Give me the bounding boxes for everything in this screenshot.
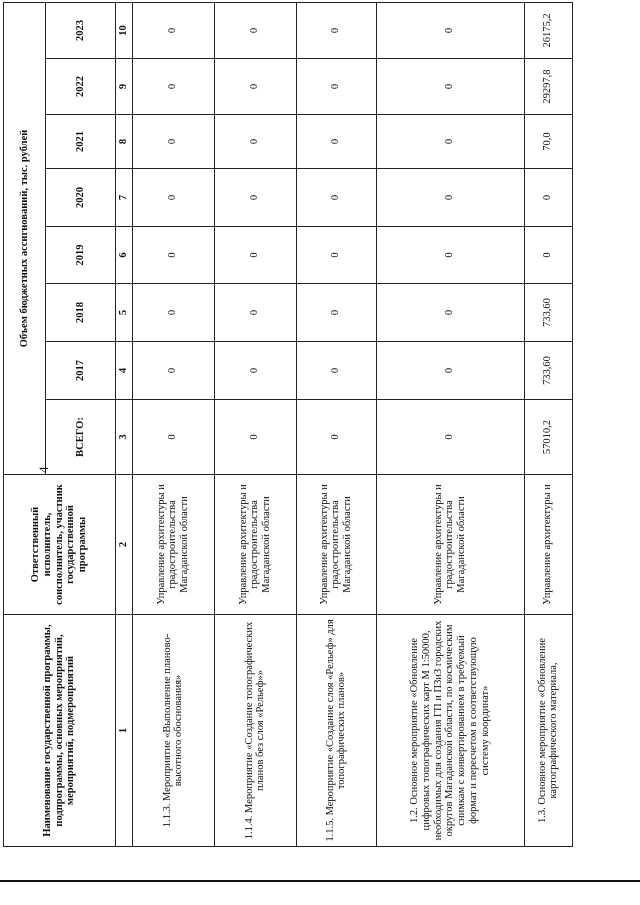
budget-table <box>3 2 573 847</box>
page-number: 4 <box>36 466 51 473</box>
header-year: 2021 <box>46 115 116 169</box>
row-value: 0 <box>132 342 214 400</box>
row-value: 0 <box>132 115 214 169</box>
table-row <box>214 2 296 846</box>
row-executor: Управление архитектуры и градостроительства Магаданской области <box>296 475 376 615</box>
row-value: 0 <box>214 169 296 227</box>
column-number: 8 <box>116 115 133 169</box>
row-name: 1.1.3. Мероприятие «Выполнение планово-высотного обоснования» <box>132 615 214 847</box>
row-value: 0 <box>214 227 296 284</box>
row-value: 0 <box>376 115 524 169</box>
row-value: 0 <box>214 2 296 58</box>
row-value: 0 <box>214 342 296 400</box>
column-number: 7 <box>116 169 133 227</box>
row-value: 0 <box>132 400 214 475</box>
column-number: 9 <box>116 59 133 115</box>
row-name: 1.1.4. Мероприятие «Создание топографических планов без слоя «Рельеф»» <box>214 615 296 847</box>
row-value: 0 <box>296 227 376 284</box>
header-year: 2023 <box>46 2 116 58</box>
column-number: 10 <box>116 2 133 58</box>
header-year: 2018 <box>46 284 116 342</box>
row-value: 0 <box>132 284 214 342</box>
row-value: 0 <box>376 2 524 58</box>
header-total: ВСЕГО: <box>46 400 116 475</box>
row-value: 0 <box>132 227 214 284</box>
row-value: 0 <box>214 400 296 475</box>
row-executor: Управление архитектуры и градостроительства Магаданской области <box>376 475 524 615</box>
row-value: 733,60 <box>524 342 572 400</box>
row-value: 26175,2 <box>524 2 572 58</box>
table-row <box>376 2 524 846</box>
row-value: 0 <box>376 59 524 115</box>
row-value: 0 <box>132 59 214 115</box>
column-number: 6 <box>116 227 133 284</box>
row-value: 57010,2 <box>524 400 572 475</box>
header-year: 2017 <box>46 342 116 400</box>
row-name: 1.3. Основное мероприятие «Обновление картографического материала, <box>524 615 572 847</box>
row-value: 0 <box>214 284 296 342</box>
row-value: 0 <box>214 59 296 115</box>
row-value: 0 <box>132 169 214 227</box>
page-bottom-rule <box>0 880 640 882</box>
row-value: 0 <box>376 284 524 342</box>
row-value: 0 <box>376 227 524 284</box>
row-value: 29297,8 <box>524 59 572 115</box>
header-year: 2019 <box>46 227 116 284</box>
row-value: 0 <box>296 169 376 227</box>
header-year: 2022 <box>46 59 116 115</box>
row-value: 0 <box>376 169 524 227</box>
row-value: 0 <box>376 342 524 400</box>
column-number: 4 <box>116 342 133 400</box>
row-value: 0 <box>376 400 524 475</box>
row-executor: Управление архитектуры и <box>524 475 572 615</box>
header-name: Наименование государственной программы, подпрограммы, основных мероприятий, мероприятий, подмероприятий <box>4 615 116 847</box>
row-value: 0 <box>296 400 376 475</box>
header-executor: Ответственный исполнитель, соисполнитель, участник государственной программы <box>4 475 116 615</box>
row-executor: Управление архитектуры и градостроительства Магаданской области <box>132 475 214 615</box>
row-value: 0 <box>214 115 296 169</box>
row-name: 1.1.5. Мероприятие «Создание слоя «Рельеф» для топографических планов» <box>296 615 376 847</box>
table-row <box>524 2 572 846</box>
row-value: 0 <box>296 284 376 342</box>
column-number: 1 <box>116 615 133 847</box>
row-value: 0 <box>524 227 572 284</box>
header-budget: Объем бюджетных ассигнований, тыс. рублей <box>4 2 46 474</box>
header-year: 2020 <box>46 169 116 227</box>
header-row-1 <box>4 2 46 846</box>
column-number: 5 <box>116 284 133 342</box>
row-value: 0 <box>132 2 214 58</box>
row-value: 0 <box>296 2 376 58</box>
column-number-row <box>116 2 133 846</box>
column-number: 2 <box>116 475 133 615</box>
column-number: 3 <box>116 400 133 475</box>
table-row <box>132 2 214 846</box>
row-value: 70,0 <box>524 115 572 169</box>
table-row <box>296 2 376 846</box>
row-value: 733,60 <box>524 284 572 342</box>
row-value: 0 <box>296 115 376 169</box>
row-name: 1.2. Основное мероприятие «Обновление цифровых топографических карт М 1:50000, необходимых для создания ГП и ПЗиЗ городских округов Магаданской области, по космическим снимкам с конвертированием в требуемый формат и пересчетом в соответствующую систему координат» <box>376 615 524 847</box>
row-value: 0 <box>296 59 376 115</box>
row-value: 0 <box>524 169 572 227</box>
row-executor: Управление архитектуры и градостроительства Магаданской области <box>214 475 296 615</box>
row-value: 0 <box>296 342 376 400</box>
